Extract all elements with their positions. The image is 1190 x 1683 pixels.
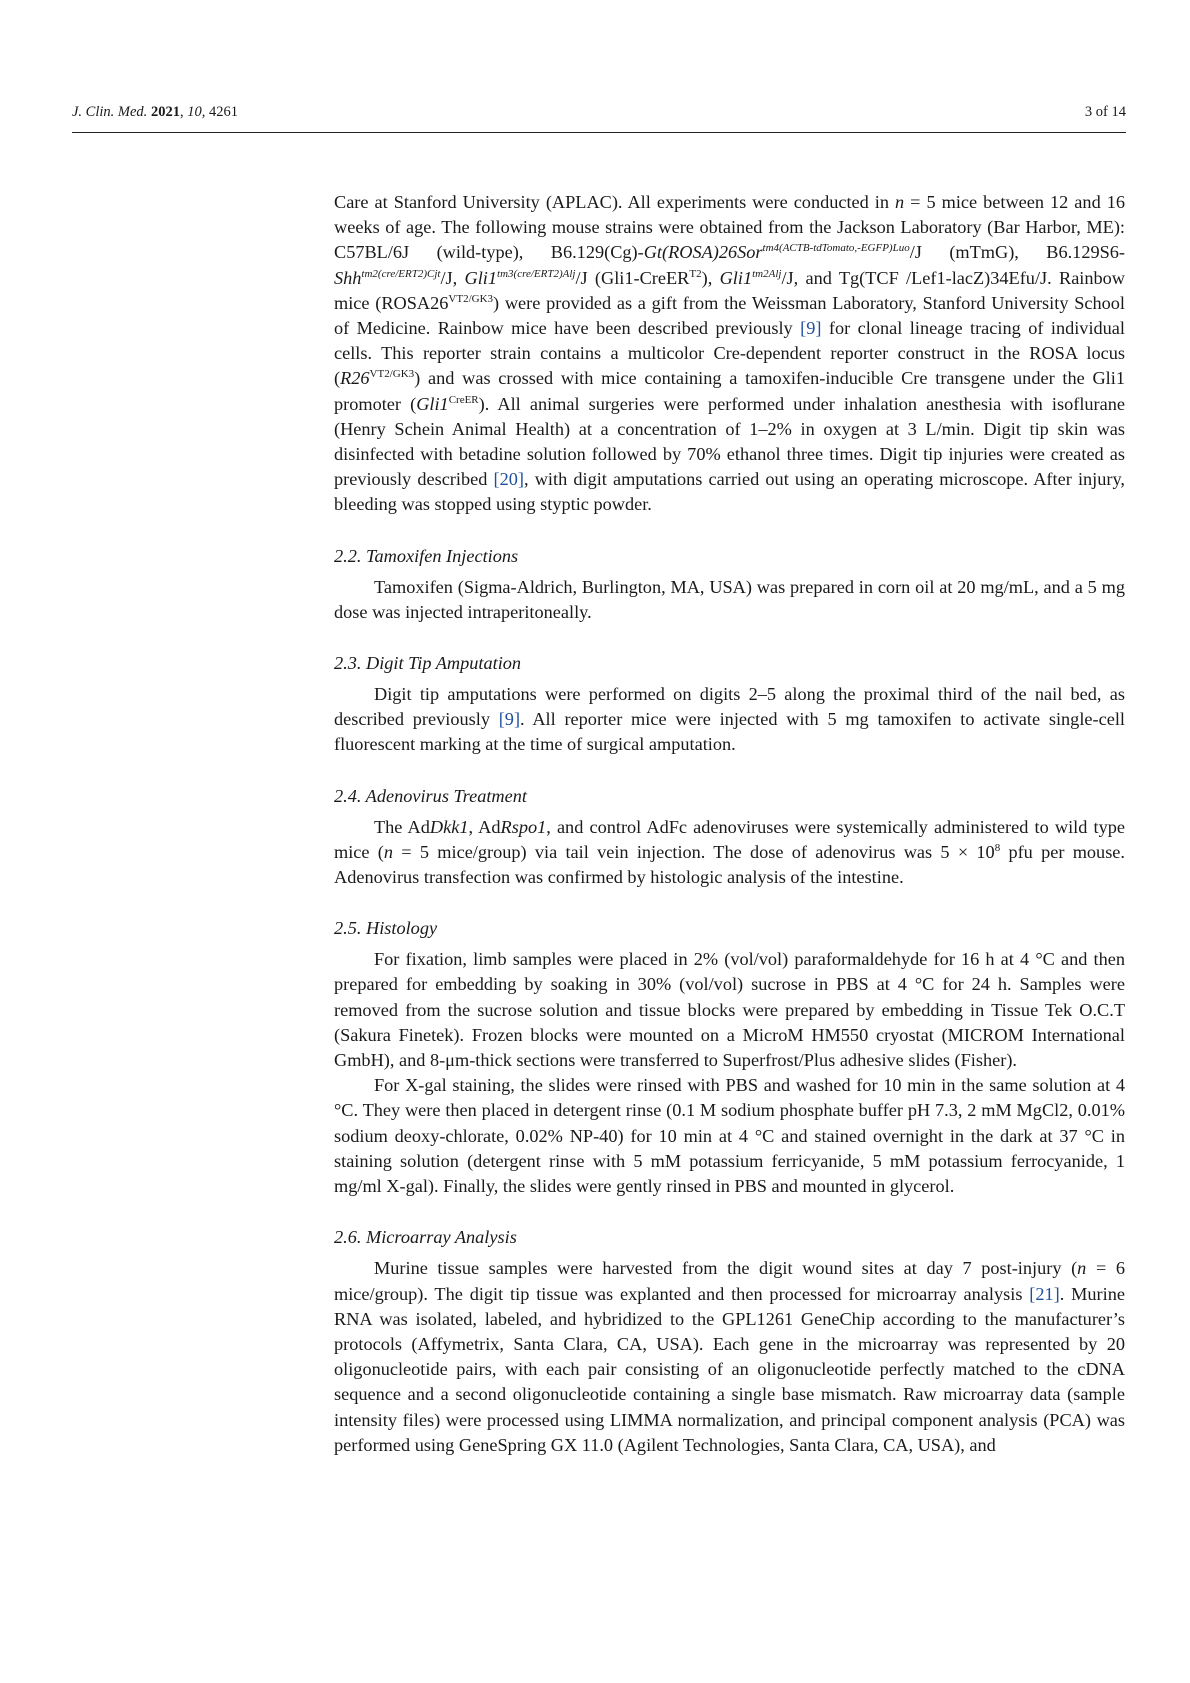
citation-link[interactable]: [9] bbox=[498, 709, 521, 730]
text-run: /J (Gli1-CreER bbox=[575, 267, 690, 288]
section-heading: 2.6. Microarray Analysis bbox=[334, 1227, 517, 1248]
superscript: VT2/GK3 bbox=[448, 292, 494, 305]
gene-name: Gli1 bbox=[719, 267, 753, 288]
n-symbol: n bbox=[895, 192, 905, 212]
text-run: ) and was crossed with mice containing a tamoxifen-inducible Cre transgene under the Gli1 promoter ( bbox=[334, 368, 1125, 414]
main-content bbox=[334, 190, 1125, 1458]
section-paragraph bbox=[334, 1256, 1125, 1458]
gene-name: Gli1 bbox=[464, 267, 498, 288]
text-run: = 5 mice/group) via tail vein injection. The dose of adenovirus was 5 × 10 bbox=[401, 841, 995, 862]
text-run: for clonal lineage tracing of individual cells. This reporter strain contains a multicolor Cre-dependent reporter construct in the ROSA locus ( bbox=[334, 318, 1125, 389]
section-tamoxifen bbox=[334, 544, 1125, 625]
text-run: pfu per mouse. Adenovirus transfection was confirmed by histologic analysis of the intestine. bbox=[334, 841, 1125, 888]
text-run: = 5 mice between 12 and 16 weeks of age. The following mouse strains were obtained from the Jackson Laboratory (Bar Harbor, ME): C57BL/6J (wild-type), B6.129(Cg)- bbox=[334, 192, 1125, 263]
citation-link[interactable]: [20] bbox=[493, 469, 524, 490]
exponent: 8 bbox=[994, 841, 1001, 854]
section-heading: 2.3. Digit Tip Amputation bbox=[334, 653, 522, 674]
section-adenovirus bbox=[334, 784, 1125, 891]
text-run: , and control AdFc adenoviruses were systemically administered to wild type mice ( bbox=[334, 816, 1125, 862]
text-run: , Ad bbox=[468, 816, 501, 837]
text-run: /J (mTmG), B6.129S6- bbox=[909, 242, 1125, 263]
text-run: Murine tissue samples were harvested from the digit wound sites at day 7 post-injury ( bbox=[374, 1258, 1078, 1279]
text-run: , with digit amputations carried out using an operating microscope. After injury, bleeding was stopped using styptic powder. bbox=[334, 469, 1125, 515]
gene-name: Shh bbox=[334, 267, 362, 288]
text-run: /J, and Tg(TCF /Lef1-lacZ)34Efu/J. Rainbow mice (ROSA26 bbox=[334, 267, 1126, 313]
gene-name: Rspo1 bbox=[500, 816, 547, 837]
section-heading: 2.4. Adenovirus Treatment bbox=[334, 785, 527, 806]
allele-superscript: tm4(ACTB-tdTomato,-EGFP)Luo bbox=[762, 242, 910, 255]
running-header bbox=[72, 104, 1126, 133]
section-paragraph bbox=[334, 682, 1125, 758]
gene-name: Gli1 bbox=[416, 393, 449, 414]
allele-superscript: tm2(cre/ERT2)Cjt bbox=[361, 267, 441, 280]
intro-paragraph bbox=[334, 190, 1125, 518]
text-run: = 6 mice/group). The digit tip tissue was explanted and then processed for microarray analysis bbox=[334, 1258, 1125, 1304]
text-run: ), bbox=[701, 267, 713, 288]
section-paragraph bbox=[334, 815, 1125, 891]
article-number: 4261 bbox=[208, 104, 238, 120]
section-paragraph: For X-gal staining, the slides were rinsed with PBS and washed for 10 min in the same solution at 4 °C. They were then placed in detergent rinse (0.1 M sodium phosphate buffer pH 7.3, 2 mM MgCl2, 0.01% sodium deoxy-chlorate, 0.02% NP-40) for 10 min at 4 °C and stained overnight in the dark at 37 °C in staining solution (detergent rinse with 5 mM potassium ferricyanide, 5 mM potassium ferrocyanide, 1 mg/ml X-gal). Finally, the slides were gently rinsed in PBS and mounted in glycerol. bbox=[334, 1075, 1125, 1197]
section-paragraph: For fixation, limb samples were placed in 2% (vol/vol) paraformaldehyde for 16 h at 4 °C and then prepared for embedding by soaking in 30% (vol/vol) sucrose in PBS at 4 °C for 24 h. Samples were removed from the sucrose solution and tissue blocks were prepared by embedding in Tissue Tek O.C.T (Sakura Finetek). Frozen blocks were mounted on a MicroM HM550 cryostat (MICROM International GmbH), and 8-μm-thick sections were transferred to Superfrost/Plus adhesive slides (Fisher). bbox=[334, 949, 1125, 1071]
text-run: . Murine RNA was isolated, labeled, and hybridized to the GPL1261 GeneChip according to the manufacturer’s protocols (Affymetrix, Santa Clara, CA, USA). Each gene in the microarray was represented by 20 oligonucleotide pairs, with each pair consisting of an oligonucleotide perfectly matched to the cDNA sequence and a second oligonucleotide containing a single base mismatch. Raw microarray data (sample intensity files) were processed using LIMMA normalization, and principal component analysis (PCA) was performed using GeneSpring GX 11.0 (Agilent Technologies, Santa Clara, CA, USA), and bbox=[334, 1283, 1125, 1455]
superscript: T2 bbox=[689, 267, 702, 280]
text-run: ). All animal surgeries were performed under inhalation anesthesia with isoflurane (Henry Schein Animal Health) at a concentration of 1–2% in oxygen at 3 L/min. Digit tip skin was disinfected with betadine solution followed by 70% ethanol three times. Digit tip injuries were created as previously described bbox=[334, 393, 1125, 490]
text-run: Care at Stanford University (APLAC). All experiments were conducted in bbox=[334, 192, 890, 212]
section-microarray bbox=[334, 1225, 1125, 1458]
citation-link[interactable]: [9] bbox=[800, 318, 822, 339]
section-heading: 2.2. Tamoxifen Injections bbox=[334, 545, 519, 566]
section-amputation bbox=[334, 651, 1125, 758]
text-run: ) were provided as a gift from the Weissman Laboratory, Stanford University School of Medicine. Rainbow mice have been described previously bbox=[334, 292, 1125, 339]
text-run: /J, bbox=[440, 267, 458, 288]
text-run: Digit tip amputations were performed on digits 2–5 along the proximal third of the nail bed, as described previously bbox=[334, 684, 1125, 730]
journal-year: 2021 bbox=[150, 104, 180, 120]
text-run: The Ad bbox=[374, 816, 430, 837]
journal-citation: J. Clin. Med. 2021, 10, 4261 bbox=[72, 104, 238, 120]
journal-volume: 10 bbox=[187, 104, 202, 120]
superscript: CreER bbox=[448, 393, 479, 406]
section-histology bbox=[334, 916, 1125, 1199]
gene-name: Gt(ROSA)26Sor bbox=[643, 242, 763, 263]
citation-link[interactable]: [21] bbox=[1029, 1283, 1060, 1304]
allele-superscript: tm2Alj bbox=[752, 267, 782, 280]
n-symbol: n bbox=[383, 841, 394, 862]
page-number: 3 of 14 bbox=[1084, 104, 1126, 120]
superscript: VT2/GK3 bbox=[369, 368, 415, 381]
gene-name: Dkk1 bbox=[429, 816, 469, 837]
section-heading: 2.5. Histology bbox=[334, 918, 438, 939]
journal-name: J. Clin. Med. bbox=[72, 104, 148, 120]
gene-name: R26 bbox=[340, 368, 370, 389]
section-paragraph: Tamoxifen (Sigma-Aldrich, Burlington, MA, USA) was prepared in corn oil at 20 mg/mL, and a 5 mg dose was injected intraperitoneally. bbox=[334, 576, 1125, 622]
text-run: . All reporter mice were injected with 5 mg tamoxifen to activate single-cell fluorescent marking at the time of surgical amputation. bbox=[334, 709, 1125, 755]
allele-superscript: tm3(cre/ERT2)Alj bbox=[497, 267, 576, 280]
n-symbol: n bbox=[1077, 1258, 1087, 1279]
